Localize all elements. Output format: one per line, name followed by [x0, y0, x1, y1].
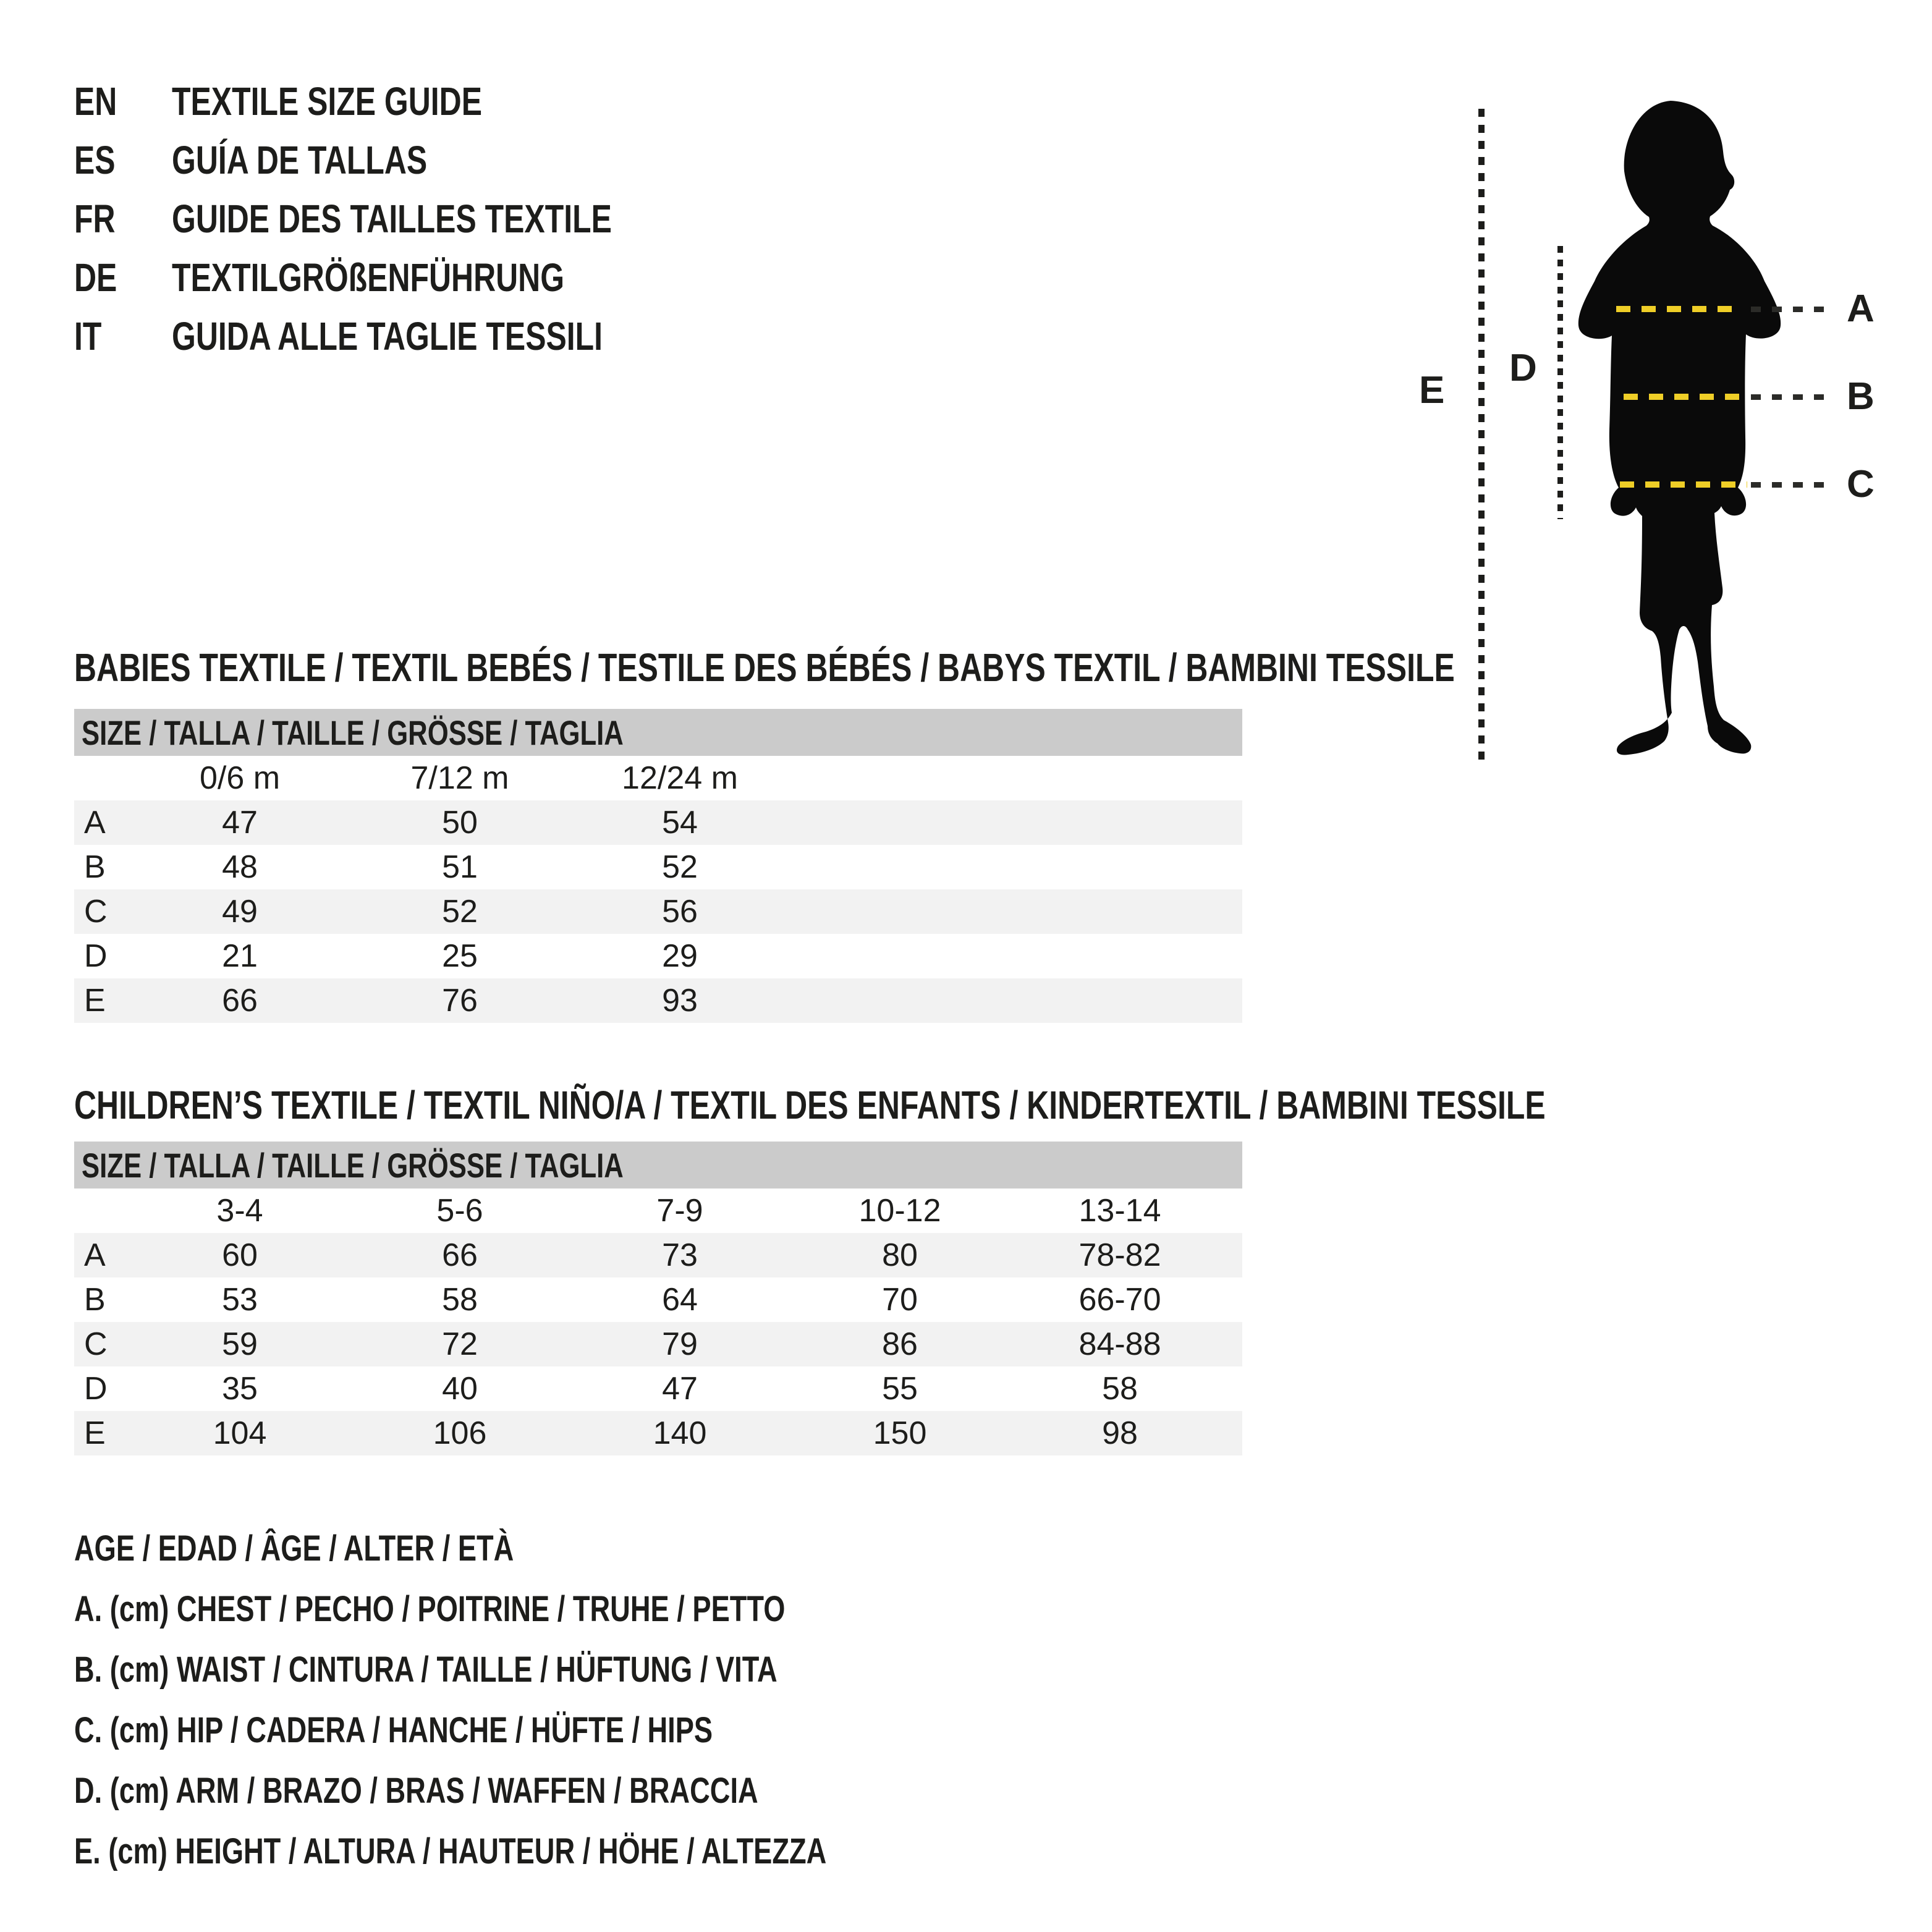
- cell: 86: [882, 1326, 918, 1362]
- cell: 25: [442, 938, 478, 974]
- legend-arm: D. (cm) ARM / BRAZO / BRAS / WAFFEN / BRACCIA: [74, 1771, 758, 1811]
- language-code: FR: [74, 196, 116, 241]
- language-row: [74, 248, 675, 307]
- column-header: 12/24 m: [622, 760, 738, 796]
- cell: 93: [662, 983, 698, 1019]
- cell: 140: [653, 1415, 707, 1451]
- cell: 29: [662, 938, 698, 974]
- guide-title-en: TEXTILE SIZE GUIDE: [172, 78, 483, 124]
- table-row-a: [74, 1233, 1242, 1277]
- arm-measure-line-d-icon: [1557, 246, 1563, 519]
- cell: 50: [442, 805, 478, 841]
- hip-leader-line-c-icon: [1751, 482, 1834, 488]
- cell: 56: [662, 894, 698, 930]
- cell: 84-88: [1078, 1326, 1161, 1362]
- cell: 70: [882, 1282, 918, 1318]
- guide-title-it: GUIDA ALLE TAGLIE TESSILI: [172, 313, 603, 358]
- language-row: [74, 130, 499, 189]
- cell: 72: [442, 1326, 478, 1362]
- column-header: 13-14: [1078, 1193, 1161, 1229]
- chest-leader-line-a-icon: [1751, 307, 1834, 312]
- column-header: 7-9: [656, 1193, 703, 1229]
- children-section-title: CHILDREN’S TEXTILE / TEXTIL NIÑO/A / TEXTIL DES ENFANTS / KINDERTEXTIL / BAMBINI TESSILE: [74, 1083, 1546, 1127]
- table-row-b: [74, 845, 1242, 889]
- row-label: B: [84, 849, 106, 885]
- babies-column-header-row: [74, 756, 1242, 800]
- babies-section-title: BABIES TEXTILE / TEXTIL BEBÉS / TESTILE DES BÉBÉS / BABYS TEXTIL / BAMBINI TESSILE: [74, 645, 1455, 690]
- row-label: A: [84, 805, 106, 841]
- cell: 55: [882, 1371, 918, 1407]
- legend-chest: A. (cm) CHEST / PECHO / POITRINE / TRUHE / PETTO: [74, 1589, 786, 1629]
- cell: 48: [222, 849, 258, 885]
- table-row-d: [74, 1366, 1242, 1411]
- row-label: A: [84, 1237, 106, 1273]
- babies-size-header-bar: SIZE / TALLA / TAILLE / GRÖSSE / TAGLIA: [74, 709, 1242, 756]
- language-row: [74, 189, 736, 248]
- cell: 58: [1102, 1371, 1138, 1407]
- cell: 59: [222, 1326, 258, 1362]
- row-label: C: [84, 894, 108, 930]
- cell: 78-82: [1078, 1237, 1161, 1273]
- legend-height: E. (cm) HEIGHT / ALTURA / HAUTEUR / HÖHE / ALTEZZA: [74, 1831, 827, 1871]
- legend-age: AGE / EDAD / ÂGE / ALTER / ETÀ: [74, 1528, 514, 1569]
- guide-title-fr: GUIDE DES TAILLES TEXTILE: [172, 196, 612, 241]
- cell: 53: [222, 1282, 258, 1318]
- column-header: 7/12 m: [410, 760, 509, 796]
- cell: 79: [662, 1326, 698, 1362]
- chest-measure-line-a-icon: [1616, 306, 1743, 312]
- cell: 106: [433, 1415, 487, 1451]
- row-label: D: [84, 1371, 108, 1407]
- guide-title-de: TEXTILGRÖßENFÜHRUNG: [172, 255, 565, 300]
- hip-measure-line-c-icon: [1620, 481, 1747, 488]
- language-code: ES: [74, 137, 116, 182]
- cell: 51: [442, 849, 478, 885]
- row-label: E: [84, 983, 106, 1019]
- cell: 49: [222, 894, 258, 930]
- legend-waist: B. (cm) WAIST / CINTURA / TAILLE / HÜFTUNG / VITA: [74, 1650, 777, 1690]
- guide-title-es: GUÍA DE TALLAS: [172, 137, 428, 182]
- legend-hip: C. (cm) HIP / CADERA / HANCHE / HÜFTE / HIPS: [74, 1710, 713, 1750]
- cell: 66: [442, 1237, 478, 1273]
- cell: 47: [222, 805, 258, 841]
- language-code: EN: [74, 78, 117, 124]
- column-header: 3-4: [216, 1193, 263, 1229]
- cell: 52: [442, 894, 478, 930]
- row-label: E: [84, 1415, 106, 1451]
- language-row: [74, 307, 724, 365]
- table-row-d: [74, 934, 1242, 978]
- row-label: B: [84, 1282, 106, 1318]
- table-row-b: [74, 1277, 1242, 1322]
- cell: 35: [222, 1371, 258, 1407]
- table-row-e: [74, 1411, 1242, 1455]
- cell: 52: [662, 849, 698, 885]
- column-header: 5-6: [436, 1193, 483, 1229]
- table-row-e: [74, 978, 1242, 1023]
- cell: 58: [442, 1282, 478, 1318]
- cell: 40: [442, 1371, 478, 1407]
- cell: 98: [1102, 1415, 1138, 1451]
- language-code: IT: [74, 313, 102, 358]
- waist-leader-line-b-icon: [1751, 394, 1834, 400]
- column-header: 0/6 m: [199, 760, 281, 796]
- children-column-header-row: [74, 1188, 1242, 1233]
- cell: 76: [442, 983, 478, 1019]
- figure-label-e: E: [1419, 369, 1445, 412]
- table-row-c: [74, 889, 1242, 934]
- row-label: D: [84, 938, 108, 974]
- cell: 60: [222, 1237, 258, 1273]
- column-header: 10-12: [858, 1193, 941, 1229]
- cell: 104: [213, 1415, 267, 1451]
- figure-label-a: A: [1847, 287, 1875, 330]
- language-row: [74, 72, 570, 130]
- cell: 150: [873, 1415, 927, 1451]
- cell: 47: [662, 1371, 698, 1407]
- cell: 66-70: [1078, 1282, 1161, 1318]
- cell: 21: [222, 938, 258, 974]
- cell: 80: [882, 1237, 918, 1273]
- table-row-a: [74, 800, 1242, 845]
- row-label: C: [84, 1326, 108, 1362]
- figure-label-d: D: [1509, 347, 1537, 389]
- waist-measure-line-b-icon: [1624, 394, 1743, 400]
- figure-label-c: C: [1847, 463, 1875, 506]
- cell: 54: [662, 805, 698, 841]
- cell: 73: [662, 1237, 698, 1273]
- cell: 64: [662, 1282, 698, 1318]
- table-row-c: [74, 1322, 1242, 1366]
- children-size-header-bar: SIZE / TALLA / TAILLE / GRÖSSE / TAGLIA: [74, 1142, 1242, 1188]
- figure-label-b: B: [1847, 375, 1875, 418]
- cell: 66: [222, 983, 258, 1019]
- language-code: DE: [74, 255, 117, 300]
